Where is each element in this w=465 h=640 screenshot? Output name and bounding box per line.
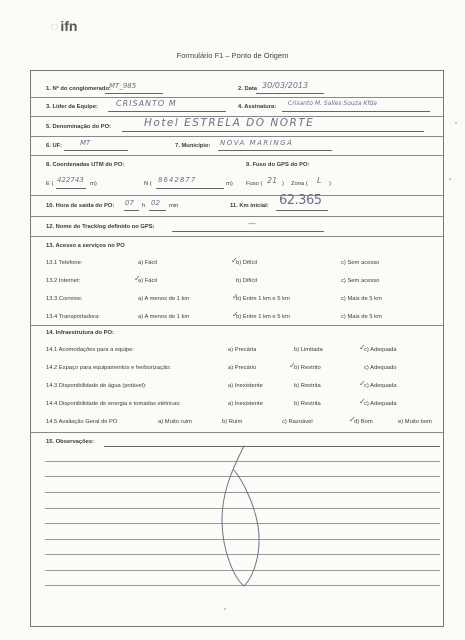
- option-d[interactable]: d) Bom: [354, 419, 373, 425]
- field-10-label: 10. Hora de saída do PO:: [46, 203, 115, 209]
- field-11-line: [276, 210, 328, 211]
- field-7-label: 7. Município:: [175, 143, 211, 149]
- north-line: [156, 188, 224, 189]
- divider: [30, 236, 443, 237]
- option-a[interactable]: a) Precário: [228, 365, 257, 371]
- option-b[interactable]: b) Difícil: [236, 260, 257, 266]
- east-value[interactable]: 422743: [57, 176, 84, 184]
- field-5-line: [122, 131, 424, 132]
- east-prefix: E (: [46, 181, 54, 187]
- signature[interactable]: Crisanto M. Salles Souza Kfda: [288, 100, 377, 107]
- field-2-line: [256, 93, 324, 94]
- option-a[interactable]: a) Fácil: [138, 278, 158, 284]
- east-suffix: m): [90, 181, 97, 187]
- option-c[interactable]: c) Sem acesso: [341, 260, 380, 266]
- zona-value[interactable]: L: [317, 176, 322, 185]
- north-prefix: N (: [144, 181, 152, 187]
- north-value[interactable]: 8642877: [158, 176, 197, 184]
- field-3-value[interactable]: CRISANTO M: [116, 99, 177, 108]
- option-c[interactable]: c) Mais de 5 km: [341, 314, 382, 320]
- fuso-value[interactable]: 21: [267, 176, 278, 185]
- option-b[interactable]: b) Entre 1 km e 5 km: [236, 314, 290, 320]
- option-c[interactable]: c) Adequada: [364, 347, 397, 353]
- option-b[interactable]: b) Restrita: [294, 401, 321, 407]
- field-5-label: 5. Denominação do PO:: [46, 124, 112, 130]
- logo-mark-icon: ◌: [50, 18, 59, 34]
- field-8-label: 8. Coordenadas UTM do PO:: [46, 162, 125, 168]
- row-14-2-label: 14.2 Espaço para equipamentos e herborização:: [46, 365, 172, 371]
- field-7-line: [218, 150, 332, 151]
- east-line: [56, 188, 86, 189]
- field-2-value[interactable]: 30/03/2013: [262, 81, 309, 90]
- hour-line: [124, 210, 139, 211]
- section-13-title: 13. Acesso a serviços no PO: [46, 243, 125, 249]
- option-c[interactable]: c) Sem acesso: [341, 278, 380, 284]
- option-a[interactable]: a) Precária: [228, 347, 257, 353]
- field-11-label: 11. Km inicial:: [230, 203, 269, 209]
- scan-speck: [449, 178, 451, 180]
- divider: [30, 136, 443, 137]
- cross-out-scribble: [200, 440, 280, 595]
- field-1-line: [105, 93, 163, 94]
- option-a[interactable]: a) Muito ruim: [158, 419, 192, 425]
- field-7-value[interactable]: NOVA MARINGÁ: [220, 139, 294, 147]
- option-b[interactable]: b) Restrito: [294, 365, 321, 371]
- divider: [30, 216, 443, 217]
- field-6-line: [64, 150, 128, 151]
- option-a[interactable]: a) Inexistente: [228, 401, 263, 407]
- divider: [30, 325, 443, 326]
- field-6-value[interactable]: MT: [80, 139, 91, 147]
- field-12-line: [172, 231, 324, 232]
- divider: [30, 432, 443, 433]
- option-b[interactable]: b) Restrita: [294, 383, 321, 389]
- option-b[interactable]: b) Limitada: [294, 347, 323, 353]
- field-12-label: 12. Nome do Tracklog definido no GPS:: [46, 224, 155, 230]
- checkmark-icon: ✓: [232, 292, 239, 301]
- field-9-label: 9. Fuso do GPS do PO:: [246, 162, 310, 168]
- hour-value[interactable]: 07: [125, 199, 134, 207]
- hour-unit: h: [142, 203, 146, 209]
- field-2-label: 2. Data: [238, 86, 258, 92]
- row-13-3-label: 13.3 Correios:: [46, 296, 83, 302]
- field-1-label: 1. Nº do conglomerado:: [46, 86, 111, 92]
- checkmark-icon: ✓: [349, 415, 356, 424]
- zona-suffix: ): [329, 181, 331, 187]
- checkmark-icon: ✓: [359, 379, 366, 388]
- section-15-title: 15. Observações:: [46, 439, 95, 445]
- option-b[interactable]: b) Difícil: [236, 278, 257, 284]
- divider: [30, 155, 443, 156]
- minute-line: [149, 210, 166, 211]
- minute-unit: min: [169, 203, 179, 209]
- ifn-logo: [50, 18, 77, 34]
- row-13-4-label: 13.4 Transportadora:: [46, 314, 100, 320]
- field-1-value[interactable]: MT_985: [109, 82, 137, 90]
- option-a[interactable]: a) A menos de 1 km: [138, 314, 190, 320]
- zona-label: Zona (: [291, 181, 308, 187]
- checkmark-icon: ✓: [231, 256, 238, 265]
- field-11-value[interactable]: 62.365: [279, 193, 322, 208]
- logo-text: ifn: [60, 18, 78, 34]
- option-c[interactable]: c) Adequado: [364, 365, 397, 371]
- minute-value[interactable]: 02: [151, 199, 160, 207]
- row-14-3-label: 14.3 Disponibilidade de água (potável):: [46, 383, 147, 389]
- option-b[interactable]: b) Entre 1 km e 5 km: [236, 296, 290, 302]
- option-b[interactable]: b) Ruim: [222, 419, 243, 425]
- option-a[interactable]: a) A menos de 1 km: [138, 296, 190, 302]
- field-5-value[interactable]: Hotel ESTRELA DO NORTE: [144, 117, 315, 129]
- option-c[interactable]: c) Mais de 5 km: [341, 296, 382, 302]
- divider: [30, 97, 443, 98]
- row-13-1-label: 13.1 Telefone:: [46, 260, 83, 266]
- row-14-5-label: 14.5 Avaliação Geral do PO: [46, 419, 118, 425]
- option-e[interactable]: e) Muito bom: [398, 419, 432, 425]
- section-14-title: 14. Infraestrutura do PO:: [46, 330, 114, 336]
- form-title: Formulário F1 – Ponto de Origem: [176, 51, 289, 60]
- option-c[interactable]: c) Adequada: [364, 383, 397, 389]
- option-c[interactable]: c) Adequada: [364, 401, 397, 407]
- option-c[interactable]: c) Razoável: [282, 419, 313, 425]
- field-4-label: 4. Assinatura:: [238, 104, 277, 110]
- checkmark-icon: ✓: [359, 397, 366, 406]
- fuso-label: Fuso (: [246, 181, 263, 187]
- row-14-1-label: 14.1 Acomodações para a equipe:: [46, 347, 134, 353]
- field-4-line: [282, 111, 430, 112]
- option-a[interactable]: a) Fácil: [138, 260, 158, 266]
- option-a[interactable]: a) Inexistente: [228, 383, 263, 389]
- checkmark-icon: ✓: [359, 343, 366, 352]
- checkmark-icon: ✓: [289, 361, 296, 370]
- field-6-label: 6. UF:: [46, 143, 63, 149]
- row-13-2-label: 13.2 Internet:: [46, 278, 81, 284]
- north-suffix: m): [226, 181, 233, 187]
- field-12-value[interactable]: —: [248, 219, 256, 228]
- field-3-line: [108, 111, 226, 112]
- scan-speck: [224, 608, 226, 610]
- checkmark-icon: ✓: [134, 274, 141, 283]
- field-3-label: 3. Líder da Equipe:: [46, 104, 98, 110]
- checkmark-icon: ✓: [232, 310, 239, 319]
- fuso-suffix: ): [282, 181, 284, 187]
- scan-speck: [455, 122, 457, 124]
- divider: [30, 195, 443, 196]
- row-14-4-label: 14.4 Disponibilidade de energia e tomadas elétricas:: [46, 401, 181, 407]
